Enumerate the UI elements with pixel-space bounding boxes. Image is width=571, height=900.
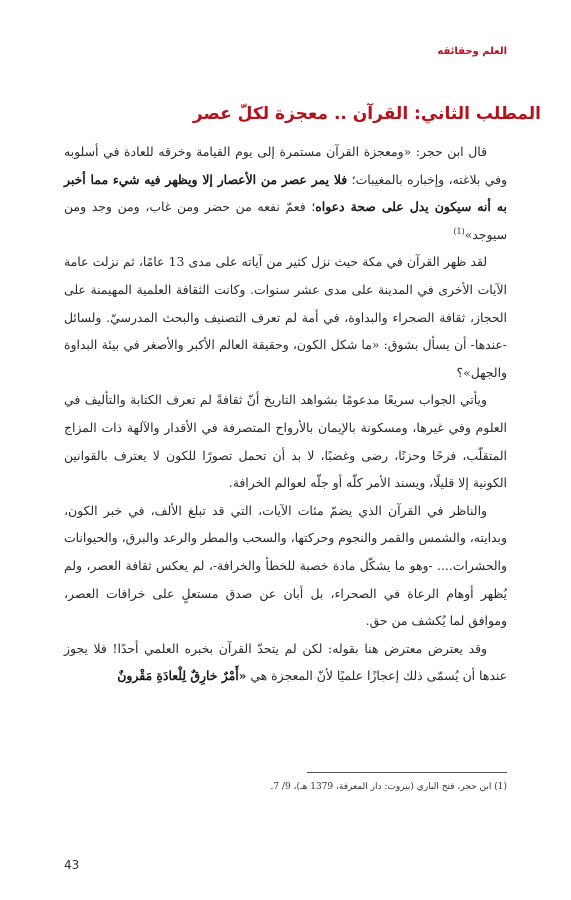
footnote: (1) ابن حجر، فتح الباري (بيروت: دار المعرفة، 1379 هـ)، 9/ 7. xyxy=(270,782,507,792)
running-header: العلم وحقائقه xyxy=(437,46,507,57)
text-run: قال ابن حجر: «ومعجزة القرآن مستمرة إلى يوم القيامة وخرقه للعادة في أسلوبه وفي بلاغته، وإخباره بالمغيبات؛ xyxy=(64,144,508,187)
emphasis-text: «أَمْرٌ خارِقٌ لِلْعادَةِ مَقْرونٌ xyxy=(117,668,247,684)
body-text xyxy=(64,138,507,690)
paragraph xyxy=(64,386,507,496)
footnote-marker: (1) xyxy=(453,226,465,236)
text-run: ؛ فعمّ نفعه من حضر ومن غاب، ومن وجد ومن سيوجد» xyxy=(64,199,507,242)
section-title: المطلب الثاني: القرآن .. معجزة لكلّ عصر xyxy=(192,104,541,124)
paragraph xyxy=(64,138,507,248)
text-run: وقد يعترض معترض هنا بقوله: لكن لم يتحدّ القرآن بخبره العلمي أحدًا! فلا يجوز عندها أن يُسمّى ذلك إعجازًا علميًا لأنّ المعجزة هي xyxy=(64,640,507,684)
emphasis-text: فلا يمر عصر من الأعصار إلا ويظهر فيه شيء مما أخبر به أنه سيكون يدل على صحة دعواه xyxy=(64,171,507,215)
text-run: والناظر في القرآن الذي يضمّ مئات الآيات، التي قد تبلغ الألف، في خبر الكون، وبدايته، والشمس والقمر والنجوم وحركتها، والسحب والمطر والرعد والبرق، والحيوانات والحشرات.... -وهو ما يشكّل مادة خصبة للخطأ والخرافة-، لم يعكس ثقافة العصر، ولم يُظهر أوهام الرعاة في الصحراء، بل أبان عن صدق مستعلٍ على خرافات العصر، وموافق لما يُكشف من حق. xyxy=(64,502,507,629)
paragraph xyxy=(64,248,507,386)
paragraph xyxy=(64,497,507,635)
page-number: 43 xyxy=(64,858,80,872)
text-run: ويأتي الجواب سريعًا مدعومًا بشواهد التاريخ أنّ ثقافةً لم تعرف الكتابة والتأليف في العلوم وفي غيرها، ومسكونة بالإيمان بالأرواح المتصرفة في الأقدار والآلهة ذات المزاج المتقلّب، فرحًا وحزنًا، رضى وغضبًا، لا بد أن تحمل تصورًا للكون لا يعترف بالقوانين الكونية إلا قليلًا، ويسند الأمر كلّه أو جلّه لعوالم الخرافة. xyxy=(64,392,507,491)
text-run: لقد ظهر القرآن في مكة حيث نزل كثير من آياته على مدى 13 عامًا، ثم نزلت عامة الآيات الأخرى في المدينة على مدى عشر سنوات. وكانت الثقافة العلمية المهيمنة على الحجاز، ثقافة الصحراء والبداوة، في أمة لم تعرف التصنيف والبحث المدرسيّ. ولسائل -عندها- أن يسأل بشوق: «ما شكل الكون، وحقيقة العالم الأكبر والأصغر في بيئة البداوة والجهل»؟ xyxy=(64,254,507,380)
paragraph xyxy=(64,635,507,690)
footnote-divider xyxy=(307,772,507,773)
